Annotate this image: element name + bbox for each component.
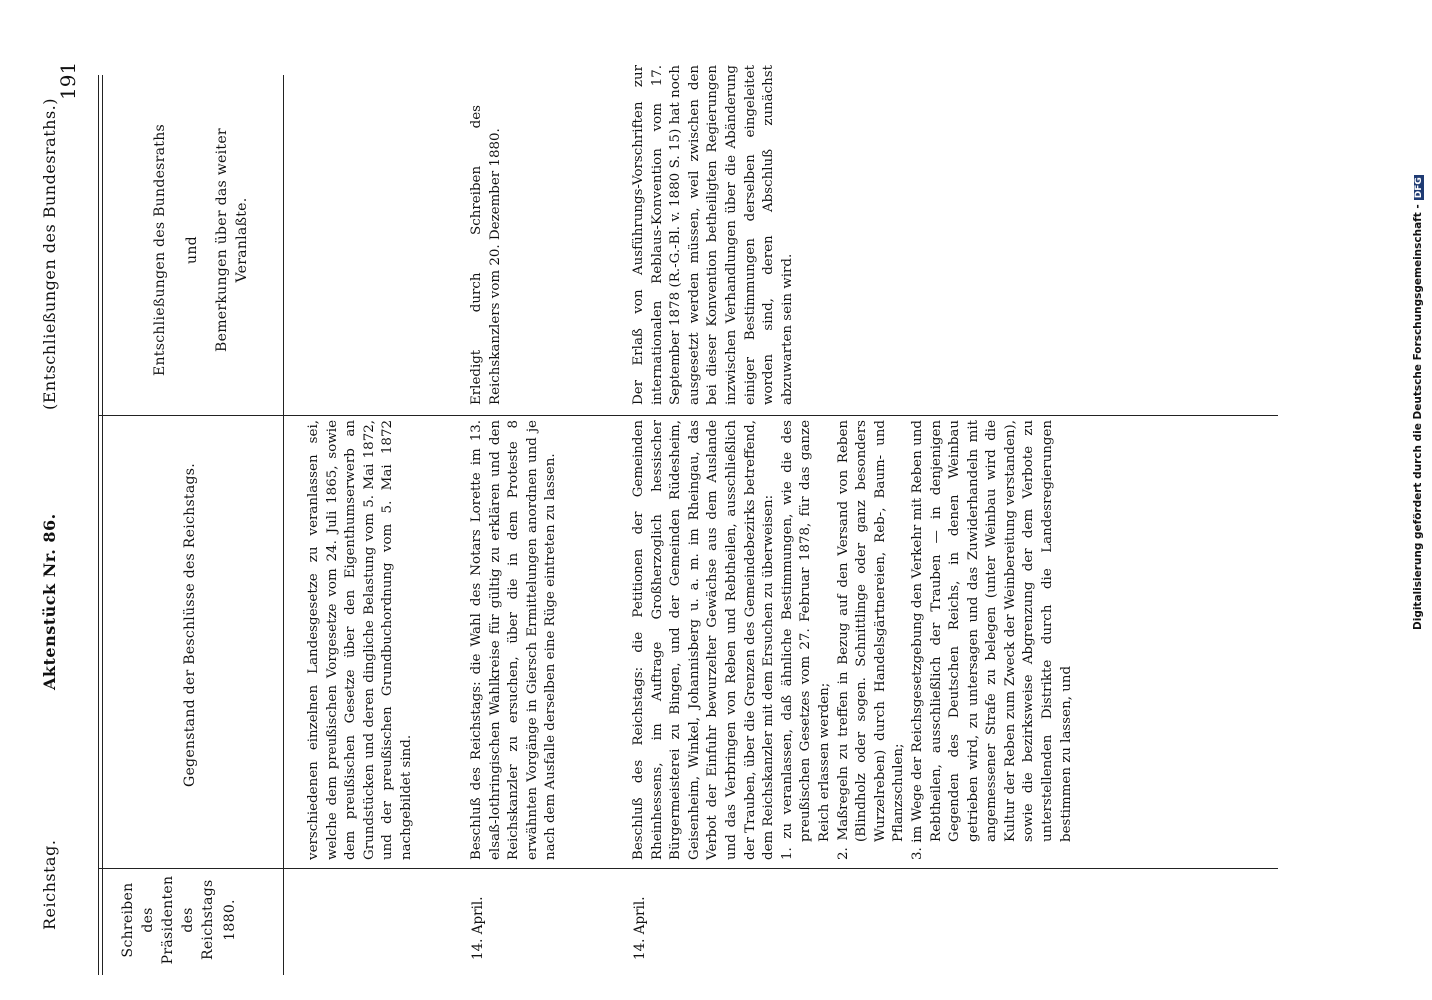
entry-2-intro: Beschluß des Reichstags: die Petitionen der Gemeinden Rheinhessens, im Auftrage Großherzoglich hessischer Bürgermeisterei zu Bingen, und der Gemeinden Rüdesheim, Geisenheim, Winkel, Johannisberg u. a. m. im Rheingau, das Verbot der Einfuhr bewurzelter Gewächse aus dem Auslande und das Verbringen von Reben und Rebtheilen, ausschließlich der Trauben, über die Grenzen des Gemeindebezirks betreffend, dem Reichskanzler mit dem Ersuchen zu überweisen: (631, 420, 777, 860)
running-header-middle: Aktenstück Nr. 86. (40, 513, 59, 690)
col1-header-6 (220, 895, 240, 945)
header-separator-rule (98, 868, 1278, 869)
col1-header-line: des (180, 907, 196, 933)
col2-header: Gegenstand der Beschlüsse des Reichstags. (182, 462, 198, 788)
table-inner-left-rule (102, 75, 103, 975)
col3-header-line1: Entschließungen des Bundesraths (152, 123, 168, 377)
digitization-credit-text: Digitalisierung gefördert durch die Deutsche Forschungsgemeinschaft - (1412, 204, 1424, 630)
col1-header (118, 880, 138, 960)
col3-header-line3: Bemerkungen über das weiter Veranlaßte. (214, 128, 250, 352)
entry-2-decision: Der Erlaß von Ausführungs-Vorschriften zur internationalen Reblaus-Konvention vom 17. September 1878 (R.-G.-Bl. v. 1880 S. 15) hat noch ausgesetzt werden müssen, weil zwischen den bei dieser Konvention betheiligten Regierungen inzwischen Verhandlungen über die Abänderung einiger Bestimmungen derselben eingeleitet worden sind, deren Abschluß zunächst abzuwarten sein wird. (631, 65, 795, 405)
col1-header-line: des (140, 907, 156, 933)
col1-header-line: Reichstags (200, 879, 216, 960)
entry-2-item: 2. Maßregeln zu treffen in Bezug auf den Versand von Reben (Blindholz oder sogen. Schnittlinge oder ganz besonders Wurzelreben) durch Handelsgärtnereien, Reb-, Baum- und Pflanzschulen; (835, 420, 907, 860)
col1-header-line: 1880. (222, 899, 238, 941)
running-header-left: Reichstag. (40, 839, 59, 930)
header-body-divider (283, 75, 284, 975)
dfg-logo: DFG (1414, 177, 1424, 199)
col3-header-line2: und (184, 236, 200, 264)
entry-0-subject: verschiedenen einzelnen Landesgesetze zu veranlassen sei, welche dem preußischen Vorgesetze vom 24. Juli 1865, sowie dem preußischen Gesetze über den Eigenthumserwerb an Grundstücken und deren dingliche Belastung vom 5. Mai 1872, und der preußischen Grundbuchordnung vom 5. Mai 1872 nachgebildet sind. (306, 420, 414, 860)
col1-header-line: Schreiben (120, 882, 136, 958)
entry-1-date: 14. April. (470, 896, 486, 960)
col1-header-3 (158, 875, 178, 965)
entry-2-date: 14. April. (632, 896, 648, 960)
page-number: 191 (56, 61, 80, 100)
running-header-right: (Entschließungen des Bundesraths.) (40, 98, 59, 410)
table-outer-left-rule (98, 75, 99, 975)
col1-header-4 (178, 905, 198, 935)
entry-2-item: 1. zu veranlassen, daß ähnliche Bestimmungen, wie die des preußischen Gesetzes vom 27. Februar 1878, für das ganze Reich erlassen werden; (779, 420, 832, 860)
entry-2-item: 3. im Wege der Reichsgesetzgebung den Verkehr mit Reben und Rebtheilen, ausschließlich der Trauben — in denjenigen Gegenden des Deutschen Reichs, in denen Weinbau getrieben wird, zu untersagen und das Zuwiderhandeln mit angemessener Strafe zu belegen (unter Weinbau wird die Kultur der Reben zum Zweck der Weinbereitung verstanden), sowie die bezirksweise Abgrenzung der dem Verbote zu unterstellenden Distrikte durch die Landesregierungen bestimmen zu lassen, und (909, 420, 1074, 860)
column-divider-rule (98, 415, 1278, 416)
digitization-credit (1412, 175, 1424, 630)
col1-header-5 (198, 880, 218, 960)
entry-1-subject: Beschluß des Reichstags: die Wahl des Notars Lorette im 13. elsaß-lothringischen Wahlkreise für gültig zu erklären und den Reichskanzler zu ersuchen, über die in dem Proteste 8 erwähnten Vorgänge in Giersch Ermittelungen anordnen und je nach dem Ausfalle derselben eine Rüge eintreten zu lassen. (469, 420, 559, 860)
col1-header-2 (138, 905, 158, 935)
entry-1-decision: Erledigt durch Schreiben des Reichskanzlers vom 20. Dezember 1880. (469, 105, 503, 405)
col1-header-line: Präsidenten (160, 875, 176, 965)
entry-2-subject (630, 420, 1076, 860)
